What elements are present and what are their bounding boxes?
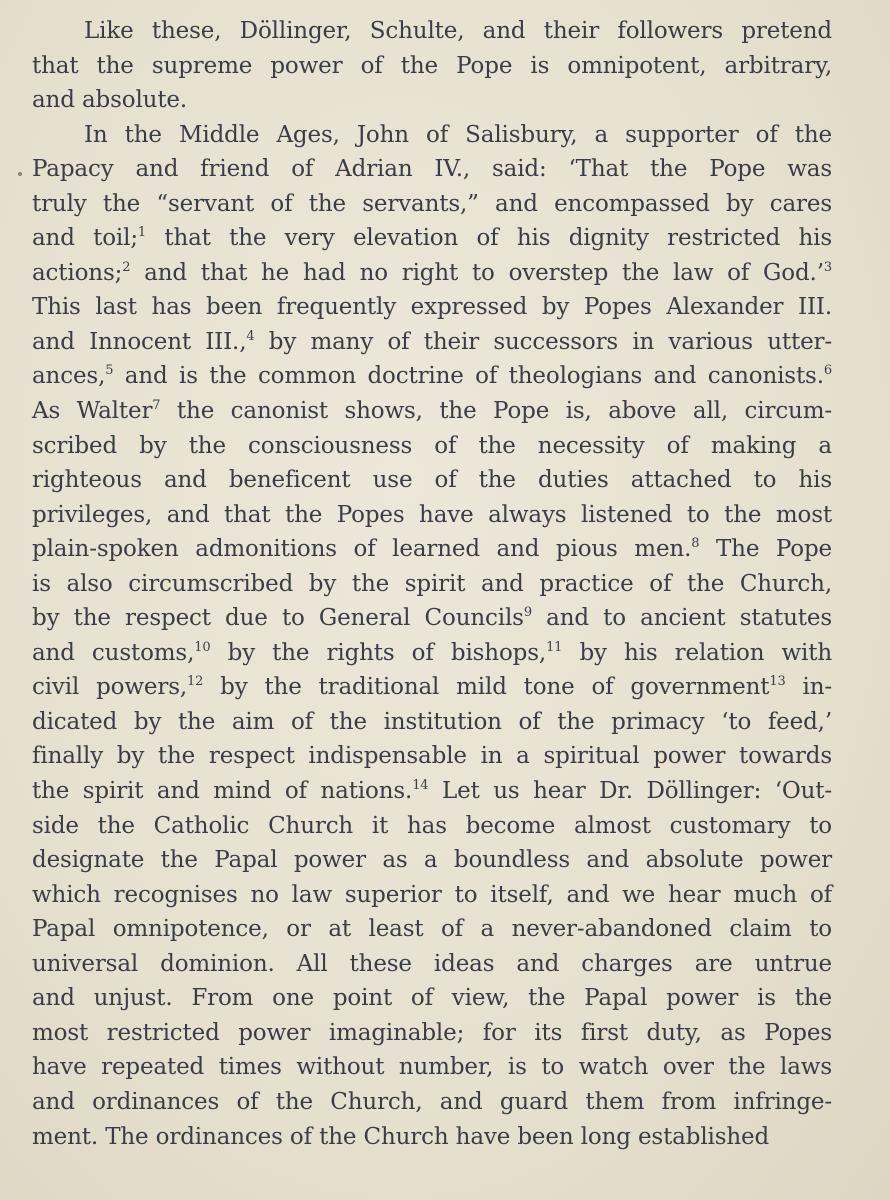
footnote-marker: 7 bbox=[152, 398, 161, 414]
footnote-marker: 13 bbox=[769, 674, 786, 690]
text-line: universal dominion. All these ideas and charges are untrue bbox=[32, 950, 832, 977]
footnote-marker: 3 bbox=[823, 259, 832, 275]
footnote-marker: 5 bbox=[105, 363, 114, 379]
text-line: and ordinances of the Church, and guard them from infringe- bbox=[32, 1088, 832, 1115]
margin-mark bbox=[18, 172, 22, 176]
text-line: is also circumscribed by the spirit and practice of the Church, bbox=[32, 570, 832, 597]
footnote-marker: 9 bbox=[523, 605, 532, 621]
footnote-marker: 8 bbox=[691, 536, 700, 552]
text-line: designate the Papal power as a boundless and absolute power bbox=[32, 847, 832, 874]
text-line: Papacy and friend of Adrian IV., said: ‘That the Pope was bbox=[32, 156, 832, 183]
text-line: most restricted power imaginable; for its first duty, as Popes bbox=[32, 1019, 832, 1046]
footnote-marker: 1 bbox=[137, 225, 147, 241]
text-line: privileges, and that the Popes have always listened to the most bbox=[32, 501, 832, 528]
text-line: In the Middle Ages, John of Salisbury, a supporter of the bbox=[84, 121, 832, 148]
text-line: As Walter$^7$ the canonist shows, the Pope is, above all, circum- bbox=[32, 398, 832, 425]
text-line: This last has been frequently expressed by Popes Alexander III. bbox=[32, 294, 832, 321]
text-line: and toil;$^1$ that the very elevation of his dignity restricted his bbox=[32, 225, 832, 252]
text-line: and customs,$^{10}$ by the rights of bishops,$^{11}$ by his relation with bbox=[32, 639, 832, 666]
text-line: ances,$^5$ and is the common doctrine of theologians and canonists.$^6$ bbox=[32, 363, 832, 390]
text-line: by the respect due to General Councils$^9$ and to ancient statutes bbox=[32, 605, 832, 632]
footnote-marker: 10 bbox=[194, 639, 211, 655]
text-line: ment. The ordinances of the Church have been long established bbox=[32, 1123, 770, 1150]
text-line: actions;$^2$ and that he had no right to overstep the law of God.’$^3$ bbox=[32, 259, 832, 286]
text-line: dicated by the aim of the institution of the primacy ‘to feed,’ bbox=[32, 708, 832, 735]
text-line: plain-spoken admonitions of learned and pious men.$^8$ The Pope bbox=[32, 536, 832, 563]
text-line: that the supreme power of the Pope is omnipotent, arbitrary, bbox=[32, 52, 832, 79]
text-line: have repeated times without number, is to watch over the laws bbox=[32, 1054, 832, 1081]
text-line: civil powers,$^{12}$ by the traditional mild tone of government$^{13}$ in- bbox=[32, 674, 832, 701]
text-line: truly the “servant of the servants,” and encompassed by cares bbox=[32, 190, 832, 217]
footnote-marker: 2 bbox=[122, 259, 131, 275]
footnote-marker: 11 bbox=[546, 639, 563, 655]
body-text bbox=[32, 14, 832, 1154]
text-line: the spirit and mind of nations.$^{14}$ Let us hear Dr. Döllinger: ‘Out- bbox=[32, 778, 832, 805]
text-line: and unjust. From one point of view, the Papal power is the bbox=[32, 985, 832, 1012]
text-line: and absolute. bbox=[32, 87, 188, 114]
text-line: which recognises no law superior to itself, and we hear much of bbox=[32, 881, 832, 908]
text-line: righteous and beneficent use of the duties attached to his bbox=[32, 467, 832, 494]
text-line: Like these, Döllinger, Schulte, and their followers pretend bbox=[84, 18, 832, 44]
text-line: finally by the respect indispensable in a spiritual power towards bbox=[32, 743, 832, 770]
footnote-marker: 14 bbox=[412, 778, 429, 794]
footnote-marker: 12 bbox=[187, 674, 204, 690]
text-line: side the Catholic Church it has become almost customary to bbox=[32, 812, 832, 839]
footnote-marker: 6 bbox=[823, 363, 832, 379]
text-line: scribed by the consciousness of the necessity of making a bbox=[32, 432, 832, 459]
text-line: Papal omnipotence, or at least of a never-abandoned claim to bbox=[32, 916, 832, 943]
footnote-marker: 4 bbox=[246, 328, 255, 344]
text-line: and Innocent III.,$^4$ by many of their successors in various utter- bbox=[32, 328, 832, 355]
